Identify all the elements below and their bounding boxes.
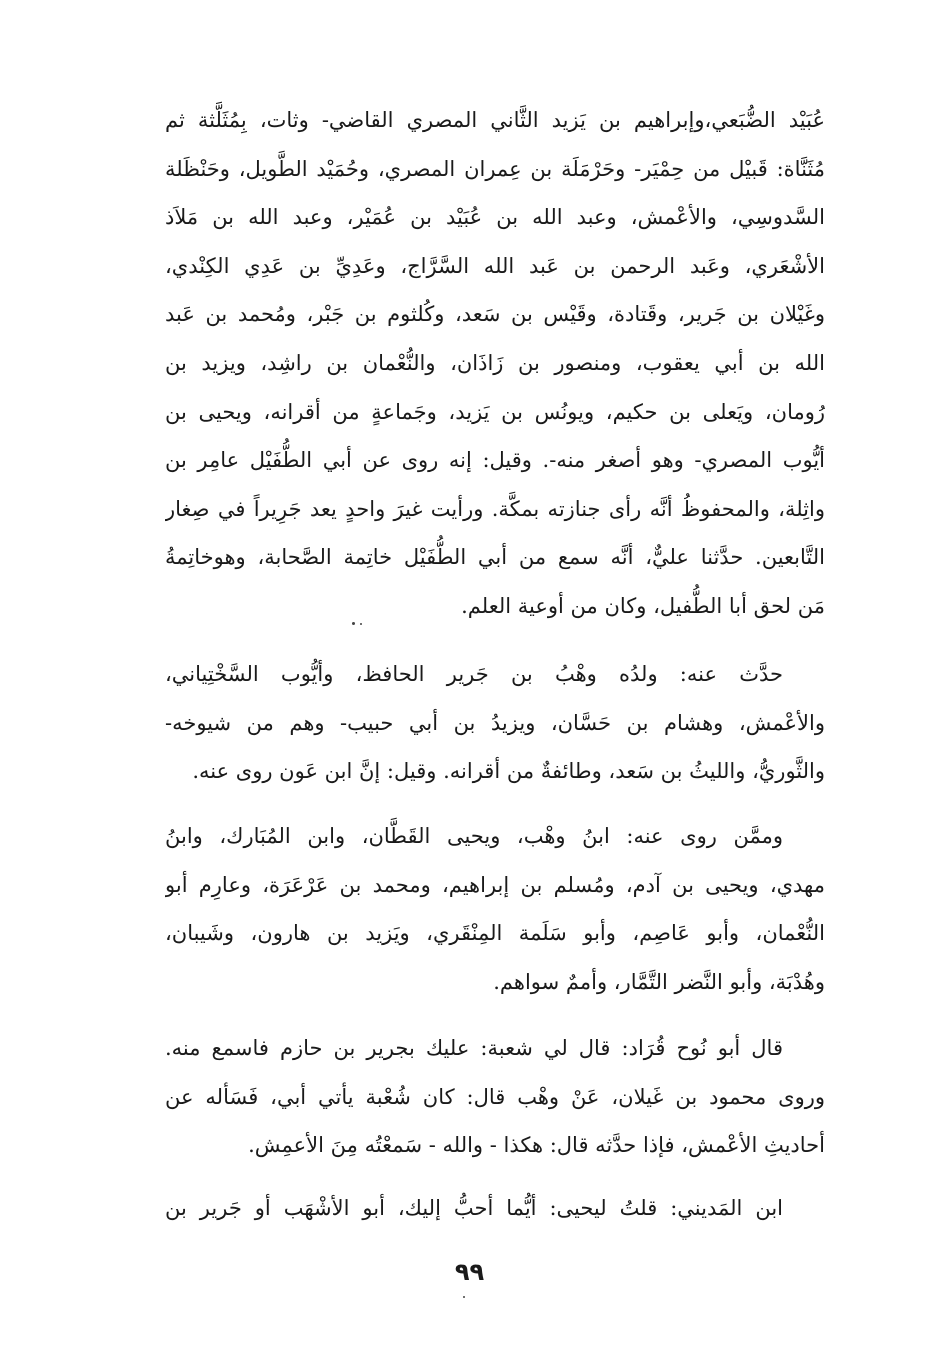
text-line: وروى محمود بن غَيلان، عَنْ وهْب قال: كان شُعْبة يأتي أبي، فَسَأله عن xyxy=(165,1084,825,1109)
scan-speck xyxy=(352,622,355,625)
text-line: أحاديثِ الأعْمش، فإذا حدَّثه قال: هكذا - والله - سَمعْتُه مِنَ الأعمِش. xyxy=(248,1133,825,1158)
text-line: وهُدْبَة، وأبو النَّضر التَّمَّار، وأممٌ سواهم. xyxy=(493,969,825,994)
text-line: والأعْمش، وهشام بن حَسَّان، ويزيدُ بن أبي حبيب- وهم من شيوخه- xyxy=(165,710,825,735)
text-line: الأشْعَري، وعَبد الرحمن بن عَبد الله السَّرَّاج، وعَدِيِّ بن عَدِي الكِنْدي، xyxy=(165,253,825,278)
text-line: أيُّوب المصري- وهو أصغر منه-. وقيل: إنه روى عن أبي الطُّفَيْل عامِر بن xyxy=(165,448,825,473)
text-line: مهدي، ويحيى بن آدم، ومُسلم بن إبراهيم، ومحمد بن عَرْعَرَة، وعارِم أبو xyxy=(165,872,825,897)
text-line: التَّابعين. حدَّثنا عليٌّ، أنَّه سمع من أبي الطُّفَيْل خاتِمة الصَّحابة، وهوخاتِمةُ xyxy=(165,545,825,570)
scan-speck xyxy=(463,1296,465,1298)
text-line: السَّدوسِي، والأعْمش، وعبد الله بن عُبَيْد بن عُمَيْر، وعبد الله بن مَلاَذ xyxy=(165,205,825,230)
text-line: عُبَيْد الضُّبَعي،وإبراهيم بن يَزيد الثَّاني المصري القاضي- وثات، بِمُثَلَّثة ثم xyxy=(165,108,825,132)
text-line: حدَّث عنه: ولدُه وهْبُ بن جَرير الحافظ، وأيُّوب السَّخْتِياني، xyxy=(165,662,783,686)
text-line: وممَّن روى عنه: ابنُ وهْب، ويحيى القَطَّان، وابن المُبَارك، وابنُ xyxy=(165,824,783,848)
paragraph-1 xyxy=(165,96,825,631)
text-line: رُومان، ويَعلى بن حكيم، ويونُس بن يَزيد، وجَماعةٍ من أقرانه، ويحيى بن xyxy=(165,399,825,424)
text-line: النُّعْمان، وأبو عَاصِم، وأبو سَلَمة المِنْقَري، ويَزيد بن هارون، وشَيبان، xyxy=(165,921,825,946)
text-line: ابن المَديني: قلتُ ليحيى: أيُّما أحبُّ إليك، أبو الأشْهَب أو جَرير بن xyxy=(165,1196,783,1220)
text-line: الله بن أبي يعقوب، ومنصور بن زَاذَان، والنُّعْمان بن راشِد، ويزيد بن xyxy=(165,350,825,375)
paragraph-3 xyxy=(165,812,825,1006)
text-line: مَن لحق أبا الطُّفيل، وكان من أوعية العلم. xyxy=(461,593,825,618)
text-line: وغَيْلان بن جَرير، وقَتادة، وقَيْس بن سَعد، وكُلثوم بن جَبْر، ومُحمد بن عَبد xyxy=(165,302,825,327)
paragraph-5 xyxy=(165,1184,825,1233)
text-line: مُثَنَّاة: قَبيْل من حِمْيَر- وحَرْمَلَة بن عِمران المصري، وحُمَيْد الطَّويل، وحَنْظَلة xyxy=(165,156,825,181)
paragraph-4 xyxy=(165,1024,825,1170)
page-number: ٩٩ xyxy=(454,1258,485,1286)
text-line: والثَّوريُّ، والليثُ بن سَعد، وطائفةٌ من أقرانه. وقيل: إنَّ ابن عَون روى عنه. xyxy=(192,759,825,784)
text-line: واثِلة، والمحفوظُ أنَّه رأى جنازته بمكَّة. ورأيت غيرَ واحدٍ يعد جَرِيراً في صِغار xyxy=(165,496,825,521)
text-line: قال أبو نُوح قُرَاد: قال لي شعبة: عليك بجرير بن حازم فاسمع منه. xyxy=(165,1036,783,1060)
scan-speck xyxy=(360,623,362,625)
paragraph-2 xyxy=(165,650,825,796)
